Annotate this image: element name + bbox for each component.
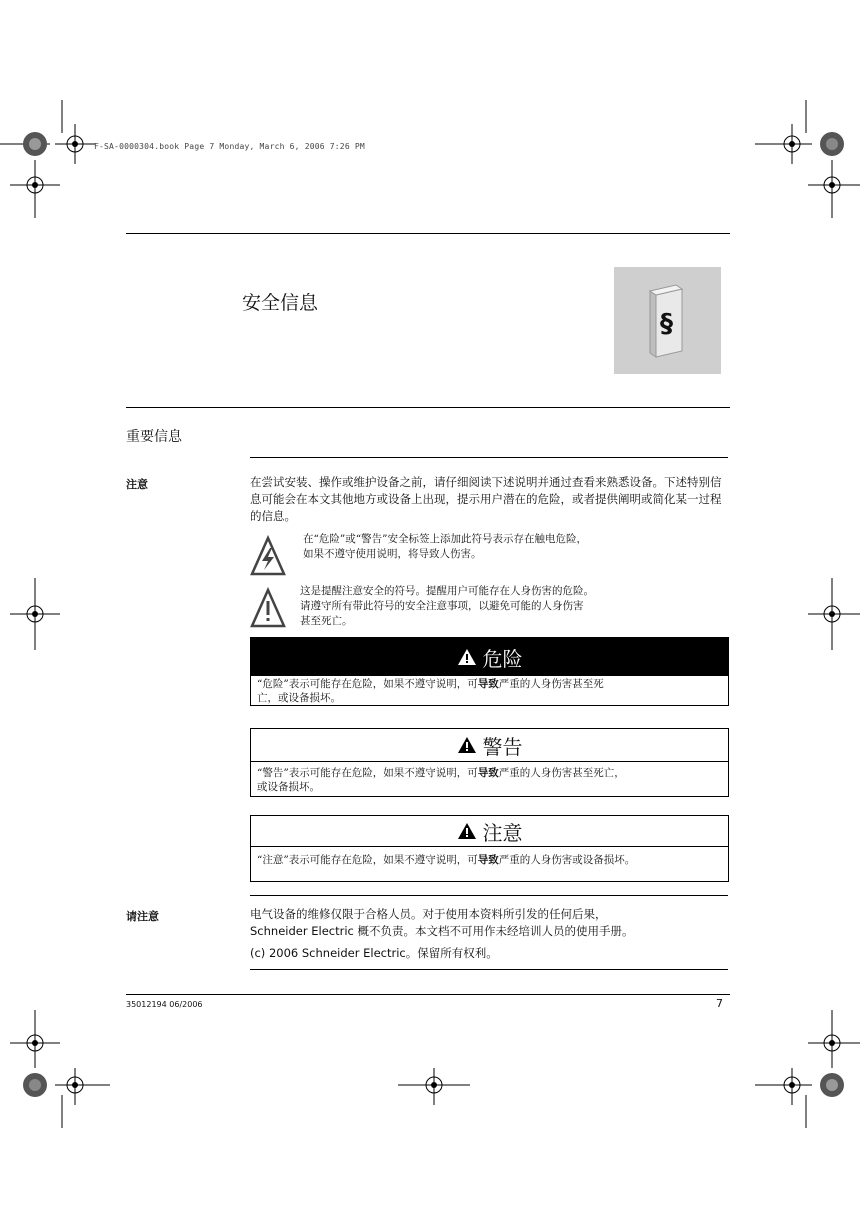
danger-body-post: 严重的人身伤害甚至死 [498,678,604,690]
warning-triangle-icon [457,736,477,754]
electric-symbol-line1: 在“危险”或“警告”安全标签上添加此符号表示存在触电危险， [303,533,587,545]
notice-rule [250,457,728,458]
warning-body-post: 严重的人身伤害甚至死亡， [498,767,625,779]
electric-symbol-line2: 如果不遵守使用说明，将导致人伤害。 [303,548,482,560]
page-title: 安全信息 [242,292,319,314]
warning-box [250,728,729,797]
caution-body-pre: “注意”表示可能存在危险，如果不遵守说明，可 [257,854,478,866]
warning-title: 警告 [482,734,523,759]
electric-hazard-icon [250,536,286,576]
please-note-rule [250,895,728,896]
please-note-line1: 电气设备的维修仅限于合格人员。对于使用本资料所引发的任何后果， [250,907,607,921]
danger-title: 危险 [482,646,523,671]
danger-body-pre: “危险”表示可能存在危险，如果不遵守说明，可 [257,678,478,690]
warning-body-pre: “警告”表示可能存在危险，如果不遵守说明，可 [257,767,478,779]
danger-body-bold: 导致 [477,678,499,690]
safety-alert-icon [250,588,286,628]
warning-body [251,766,728,794]
section-symbol: § [660,309,673,339]
book-header: F-SA-0000304.book Page 7 Monday, March 6, 2006 7:26 PM [94,142,365,151]
danger-body [251,677,728,705]
warning-header [251,729,728,762]
end-rule [250,969,728,970]
section-rule [126,407,730,408]
danger-box [250,637,729,706]
alert-symbol-line2: 请遵守所有带此符号的安全注意事项，以避免可能的人身伤害 [300,600,584,612]
doc-number: 35012194 06/2006 [126,1000,203,1009]
footer-rule [126,994,730,995]
notice-label: 注意 [126,478,148,491]
caution-body-post: 严重的人身伤害或设备损坏。 [498,854,636,866]
caution-body-bold: 导致 [477,854,499,866]
alert-symbol-line1: 这是提醒注意安全的符号。提醒用户可能存在人身伤害的危险。 [300,585,594,597]
please-note-label: 请注意 [126,910,159,923]
top-rule [126,233,730,234]
page-number: 7 [716,997,723,1010]
please-note-line2: Schneider Electric 概不负责。本文档不可用作未经培训人员的使用手册。 [250,924,634,938]
warning-triangle-icon [457,648,477,666]
danger-body-line2: 亡，或设备损坏。 [257,692,341,704]
warning-triangle-icon [457,822,477,840]
section-title: 重要信息 [126,429,182,445]
warning-body-bold: 导致 [477,767,499,779]
caution-box [250,815,729,882]
warning-body-line2: 或设备损坏。 [257,781,320,793]
alert-symbol-line3: 甚至死亡。 [300,615,353,627]
caution-header [251,816,728,847]
caution-title: 注意 [482,820,523,845]
book-section-icon [614,267,721,374]
danger-header [251,638,728,676]
copyright: (c) 2006 Schneider Electric。保留所有权利。 [250,946,498,960]
caution-body [251,853,728,867]
notice-intro: 在尝试安装、操作或维护设备之前，请仔细阅读下述说明并通过查看来熟悉设备。下述特别信息可能会在本文其他地方或设备上出现，提示用户潜在的危险，或者提供阐明或简化某一过程的信息。 [250,475,722,523]
